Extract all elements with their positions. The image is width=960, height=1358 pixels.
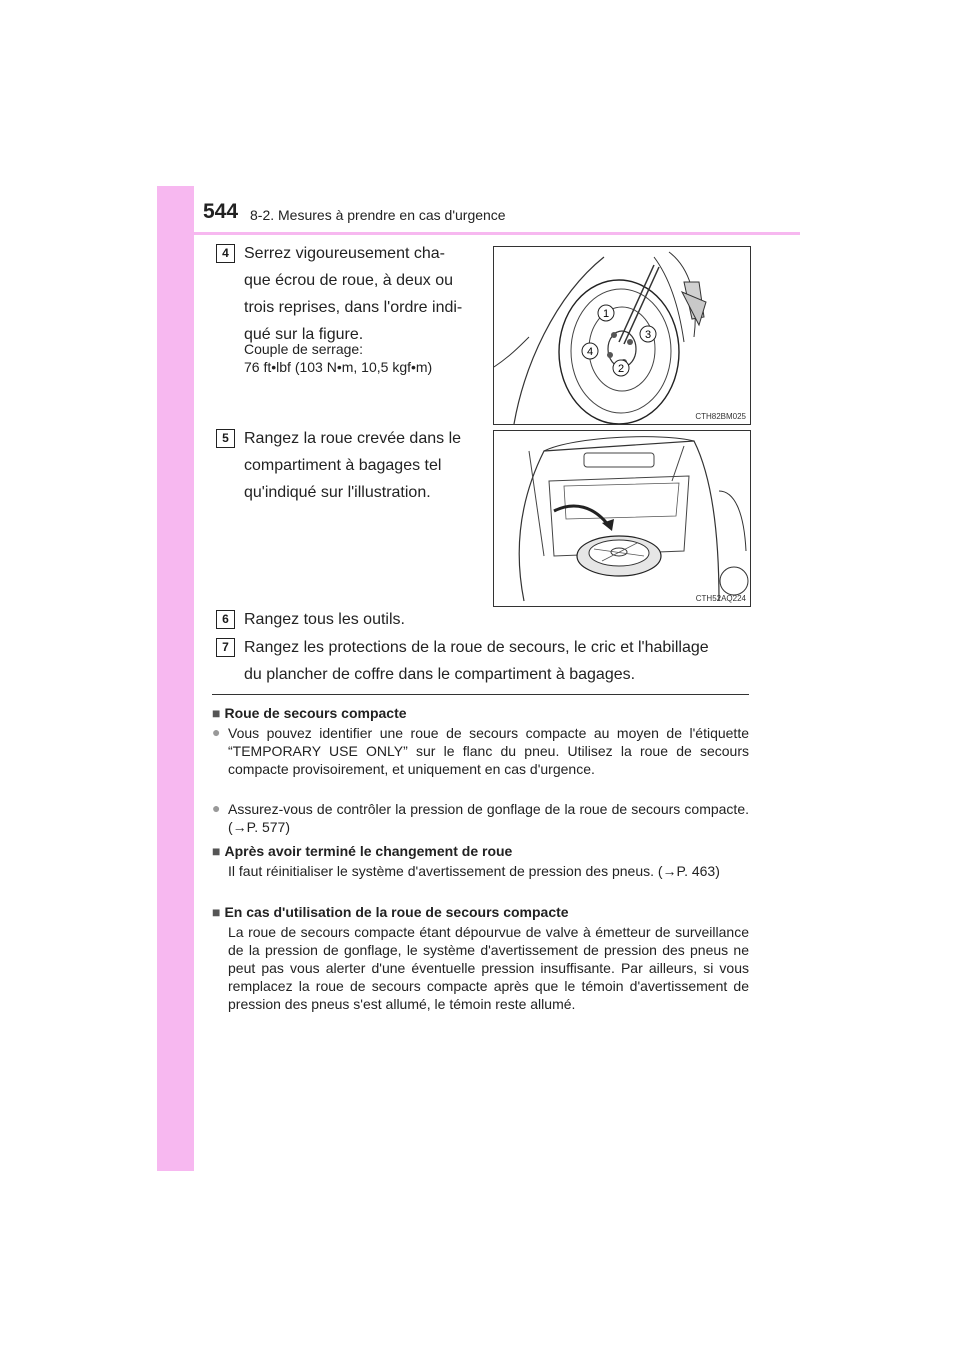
note-paragraph: Vous pouvez identifier une roue de secours compacte au moyen de l'étiquette “TEMPORARY USE ONLY” sur le flanc du pneu. Utilisez la roue de secours compacte provisoirement, et uniquement en cas d'urgence. (228, 725, 749, 777)
circle-bullet-icon: ● (212, 724, 221, 740)
step-7-line: Rangez les protections de la roue de secours, le cric et l'habillage (244, 639, 709, 656)
step-4-line: que écrou de roue, à deux ou (244, 272, 454, 289)
section-divider (212, 694, 749, 695)
figure-code: CTH82BM025 (695, 412, 746, 421)
step-7-line: du plancher de coffre dans le compartiment à bagages. (244, 666, 636, 683)
figure-wheel-nuts (493, 246, 751, 425)
square-bullet-icon: ■ (212, 705, 221, 721)
circle-bullet-icon: ● (212, 800, 221, 816)
note-heading (212, 843, 512, 859)
step-7-text (244, 634, 749, 688)
trunk-illustration (494, 431, 750, 606)
step-4-text (244, 240, 477, 348)
step-6-line: Rangez tous les outils. (244, 611, 405, 628)
note-title: Après avoir terminé le changement de roue (224, 843, 513, 859)
step-4-line: trois reprises, dans l'ordre indi- (244, 299, 463, 316)
square-bullet-icon: ■ (212, 904, 221, 920)
nut-label-2: 2 (617, 363, 625, 375)
note-heading (212, 705, 407, 721)
chapter-tab (157, 186, 194, 1171)
step-number-4: 4 (216, 244, 235, 263)
step-5-line: Rangez la roue crevée dans le (244, 430, 462, 447)
note-paragraph: Assurez-vous de contrôler la pression de gonflage de la roue de secours compacte. (→P. 577) (228, 801, 749, 835)
step-number-7: 7 (216, 638, 235, 657)
square-bullet-icon: ■ (212, 843, 221, 859)
torque-value: 76 ft•lbf (103 N•m, 10,5 kgf•m) (244, 359, 433, 375)
figure-code: CTH52AQ224 (695, 594, 746, 603)
note-paragraph: Il faut réinitialiser le système d'avertissement de pression des pneus. (→P. 463) (228, 863, 720, 879)
page-number: 544 (203, 200, 239, 223)
step-number-6: 6 (216, 610, 235, 629)
nut-label-4: 4 (586, 346, 594, 358)
header-rule (194, 232, 800, 235)
torque-label: Couple de serrage: (244, 341, 364, 357)
note-title: Roue de secours compacte (224, 705, 407, 721)
nut-label-1: 1 (602, 308, 610, 320)
note-title: En cas d'utilisation de la roue de secours compacte (224, 904, 569, 920)
step-4-line: qué sur la figure. (244, 326, 364, 343)
step-4-line: Serrez vigoureusement cha- (244, 245, 445, 262)
step-5-line: compartiment à bagages tel (244, 457, 442, 474)
note-paragraph: La roue de secours compacte étant dépourvue de valve à émetteur de surveillance de la pression de gonflage, le système d'avertissement de pression des pneus ne peut pas vous alerter d'une éventuelle pression insuffisante. Par ailleurs, si vous remplacez la roue de secours compacte après que le témoin d'avertissement de pression des pneus s'est allumé, le témoin reste allumé. (228, 924, 749, 1012)
section-title: 8-2. Mesures à prendre en cas d'urgence (250, 207, 506, 223)
step-6-text (244, 606, 749, 633)
figure-luggage-compartment (493, 430, 751, 607)
note-heading (212, 904, 569, 920)
wheel-illustration (494, 247, 750, 424)
step-number-5: 5 (216, 429, 235, 448)
step-5-text (244, 425, 477, 506)
nut-label-3: 3 (644, 329, 652, 341)
step-5-line: qu'indiqué sur l'illustration. (244, 484, 431, 501)
